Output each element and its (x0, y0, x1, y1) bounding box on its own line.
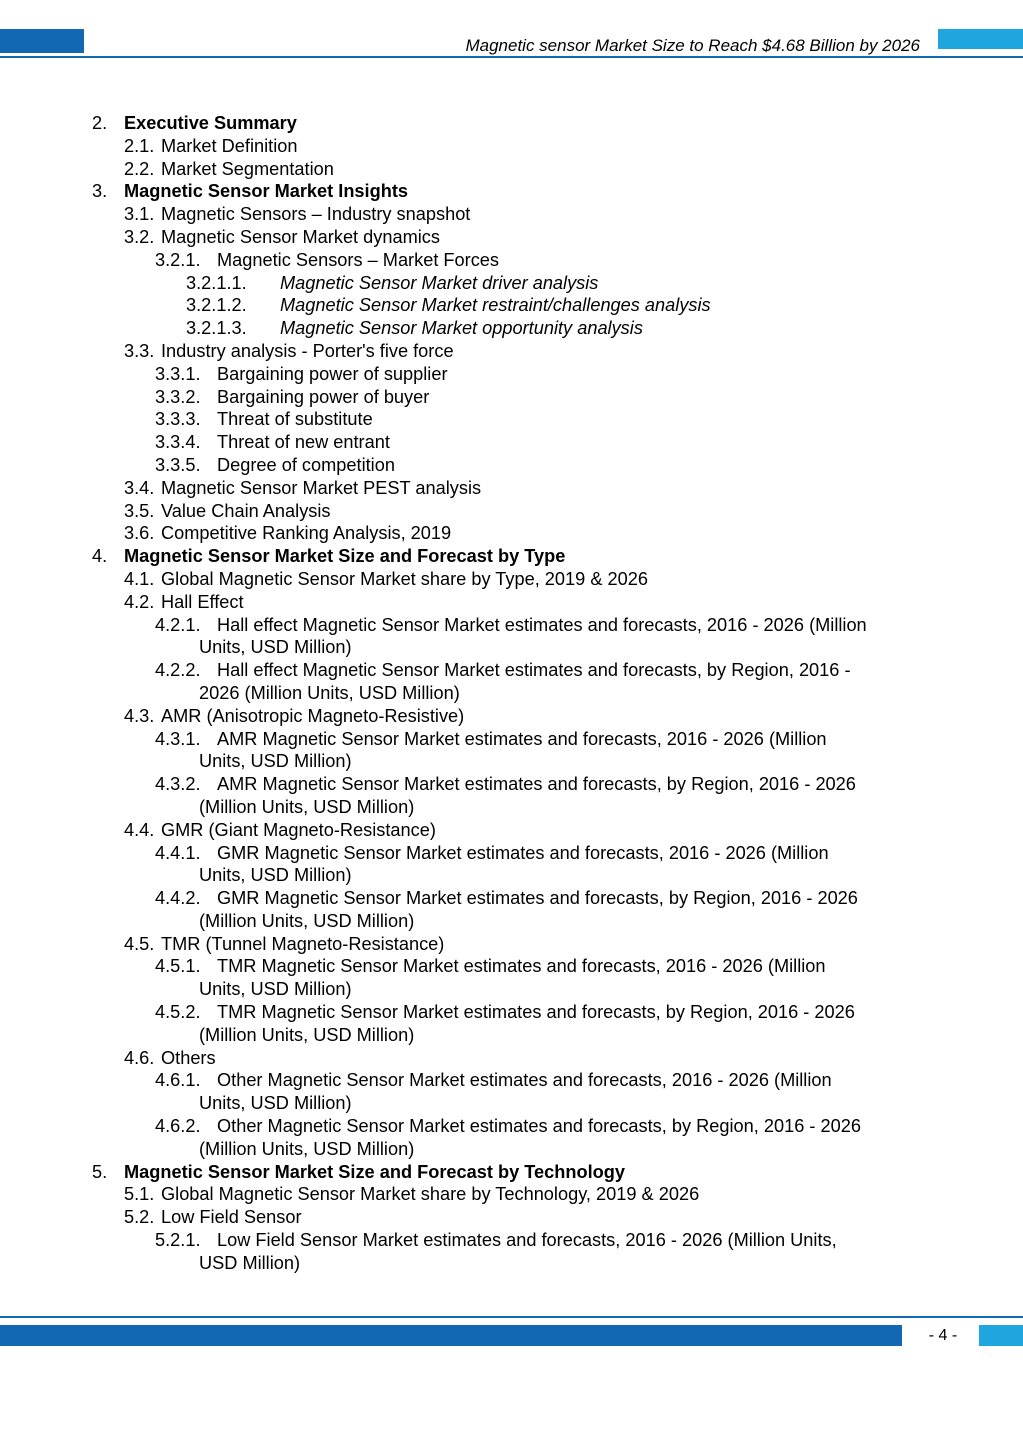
toc-entry-number: 4.5.1. (155, 956, 201, 977)
page-number: - 4 - (928, 1327, 958, 1344)
toc-entry-title-continued: (Million Units, USD Million) (199, 796, 415, 817)
toc-entry (0, 705, 1023, 728)
toc-entry-number: 3.3.2. (155, 386, 201, 407)
toc-entry (0, 522, 1023, 545)
toc-entry-title: Executive Summary (124, 113, 297, 133)
toc-entry-number: 5.1. (124, 1184, 155, 1205)
toc-entry-number: 3.3.1. (155, 363, 201, 384)
toc-entry-title: TMR Magnetic Sensor Market estimates and forecasts, by Region, 2016 - 2026 (217, 1002, 855, 1023)
toc-entry (0, 477, 1023, 500)
toc-entry-title-continued: 2026 (Million Units, USD Million) (199, 682, 460, 703)
toc-entry (0, 1183, 1023, 1206)
toc-entry-number: 5.2. (124, 1207, 155, 1228)
toc-entry-number: 4.2. (124, 591, 155, 612)
toc-entry-number: 3.3. (124, 340, 155, 361)
toc-entry-continuation (0, 1138, 1023, 1161)
toc-entry (0, 272, 1023, 295)
toc-entry-number: 4.6.2. (155, 1116, 201, 1137)
toc-entry-title: Other Magnetic Sensor Market estimates and forecasts, by Region, 2016 - 2026 (217, 1116, 861, 1137)
toc-entry-title: Low Field Sensor (161, 1207, 302, 1228)
toc-entry (0, 1001, 1023, 1024)
toc-entry-title: Global Magnetic Sensor Market share by Technology, 2019 & 2026 (161, 1184, 700, 1205)
toc-entry-number: 3.2.1.3. (186, 318, 247, 339)
toc-entry-title-continued: Units, USD Million) (199, 1093, 352, 1114)
toc-entry-title-continued: Units, USD Million) (199, 637, 352, 658)
toc-entry (0, 591, 1023, 614)
toc-entry-number: 4. (92, 546, 108, 567)
toc-entry-continuation (0, 636, 1023, 659)
toc-entry-title: GMR (Giant Magneto-Resistance) (161, 819, 436, 840)
toc-entry (0, 454, 1023, 477)
toc-entry-number: 2.2. (124, 158, 155, 179)
toc-entry (0, 294, 1023, 317)
toc-entry (0, 180, 1023, 203)
toc-entry-number: 3.4. (124, 477, 155, 498)
toc-entry (0, 545, 1023, 568)
toc-entry-title: TMR (Tunnel Magneto-Resistance) (161, 933, 445, 954)
table-of-contents (0, 112, 1023, 1275)
toc-entry (0, 1115, 1023, 1138)
toc-entry-continuation (0, 864, 1023, 887)
toc-entry (0, 112, 1023, 135)
toc-entry-number: 2.1. (124, 135, 155, 156)
toc-entry-title: AMR (Anisotropic Magneto-Resistive) (161, 705, 465, 726)
toc-entry-title: Other Magnetic Sensor Market estimates and forecasts, 2016 - 2026 (Million (217, 1070, 832, 1091)
toc-entry-number: 4.4.2. (155, 888, 201, 909)
toc-entry-title: Degree of competition (217, 454, 395, 475)
toc-entry (0, 614, 1023, 637)
toc-entry (0, 568, 1023, 591)
toc-entry-continuation (0, 1252, 1023, 1275)
toc-entry (0, 1069, 1023, 1092)
toc-entry-title: Low Field Sensor Market estimates and forecasts, 2016 - 2026 (Million Units, (217, 1230, 837, 1251)
toc-entry-title-continued: USD Million) (199, 1252, 301, 1273)
toc-entry-title: Magnetic Sensor Market PEST analysis (161, 477, 482, 498)
toc-entry-number: 3.2. (124, 226, 155, 247)
toc-entry (0, 887, 1023, 910)
toc-entry-title: Competitive Ranking Analysis, 2019 (161, 523, 452, 544)
toc-entry-number: 4.3.2. (155, 774, 201, 795)
toc-entry (0, 408, 1023, 431)
toc-entry-continuation (0, 910, 1023, 933)
toc-entry-title: Market Definition (161, 135, 298, 156)
toc-entry-title-continued: Units, USD Million) (199, 865, 352, 886)
toc-entry-number: 4.4. (124, 819, 155, 840)
toc-entry-number: 5.2.1. (155, 1230, 201, 1251)
toc-entry (0, 431, 1023, 454)
toc-entry-number: 3.6. (124, 523, 155, 544)
toc-entry-title: Global Magnetic Sensor Market share by Type, 2019 & 2026 (161, 568, 648, 589)
toc-entry-title-continued: Units, USD Million) (199, 751, 352, 772)
toc-entry-title-continued: (Million Units, USD Million) (199, 1138, 415, 1159)
toc-entry-number: 3.2.1.2. (186, 295, 247, 316)
toc-entry-number: 4.3.1. (155, 728, 201, 749)
toc-entry (0, 340, 1023, 363)
toc-entry-title: Bargaining power of buyer (217, 386, 430, 407)
footer-accent-block-right (979, 1325, 1023, 1346)
toc-entry (0, 933, 1023, 956)
toc-entry-title: Threat of substitute (217, 409, 373, 430)
toc-entry (0, 773, 1023, 796)
toc-entry-number: 3.3.4. (155, 432, 201, 453)
toc-entry-number: 3.2.1.1. (186, 272, 247, 293)
toc-entry-title: Magnetic Sensor Market Size and Forecast by Type (124, 546, 566, 567)
toc-entry-continuation (0, 1092, 1023, 1115)
toc-entry-number: 4.1. (124, 568, 155, 589)
footer-bar (0, 1325, 902, 1346)
toc-entry-number: 3. (92, 181, 108, 202)
toc-entry-title: Market Segmentation (161, 158, 334, 179)
toc-entry (0, 842, 1023, 865)
header-accent-block-left (0, 29, 84, 53)
toc-entry-title: GMR Magnetic Sensor Market estimates and forecasts, by Region, 2016 - 2026 (217, 888, 858, 909)
toc-entry-number: 4.3. (124, 705, 155, 726)
toc-entry-number: 2. (92, 113, 108, 133)
toc-entry-title: Hall effect Magnetic Sensor Market estimates and forecasts, 2016 - 2026 (Million (217, 614, 867, 635)
toc-entry-number: 4.5. (124, 933, 155, 954)
toc-entry-title: Magnetic Sensor Market Size and Forecast by Technology (124, 1161, 625, 1182)
toc-entry-continuation (0, 978, 1023, 1001)
toc-entry (0, 1047, 1023, 1070)
toc-entry-title: Magnetic Sensors – Market Forces (217, 249, 500, 270)
toc-entry-title: Magnetic Sensor Market dynamics (161, 226, 440, 247)
toc-entry (0, 363, 1023, 386)
toc-entry-continuation (0, 750, 1023, 773)
toc-entry (0, 203, 1023, 226)
toc-entry (0, 1206, 1023, 1229)
toc-entry (0, 955, 1023, 978)
toc-entry-title: Hall effect Magnetic Sensor Market estimates and forecasts, by Region, 2016 - (217, 660, 851, 681)
toc-entry-number: 4.2.2. (155, 660, 201, 681)
toc-entry-title: Magnetic Sensor Market driver analysis (280, 272, 599, 293)
toc-entry-continuation (0, 1024, 1023, 1047)
header-accent-block-right (938, 29, 1023, 49)
toc-entry-title: TMR Magnetic Sensor Market estimates and forecasts, 2016 - 2026 (Million (217, 956, 826, 977)
toc-entry-number: 4.6. (124, 1047, 155, 1068)
toc-entry (0, 728, 1023, 751)
toc-entry (0, 1161, 1023, 1184)
toc-entry-number: 3.1. (124, 204, 155, 225)
toc-entry-title: Bargaining power of supplier (217, 363, 448, 384)
toc-entry-number: 4.6.1. (155, 1070, 201, 1091)
toc-entry-title-continued: (Million Units, USD Million) (199, 910, 415, 931)
toc-entry (0, 226, 1023, 249)
toc-entry (0, 386, 1023, 409)
toc-entry-title: Magnetic Sensor Market opportunity analysis (280, 318, 643, 339)
toc-entry-number: 3.2.1. (155, 249, 201, 270)
toc-entry (0, 158, 1023, 181)
toc-entry-number: 4.5.2. (155, 1002, 201, 1023)
footer-rule (0, 1316, 1023, 1318)
toc-entry-number: 3.3.3. (155, 409, 201, 430)
toc-entry-title: Industry analysis - Porter's five force (161, 340, 454, 361)
toc-entry-title: Value Chain Analysis (161, 500, 331, 521)
toc-entry-number: 4.4.1. (155, 842, 201, 863)
toc-entry-title: AMR Magnetic Sensor Market estimates and forecasts, 2016 - 2026 (Million (217, 728, 827, 749)
toc-entry (0, 249, 1023, 272)
toc-entry-title: GMR Magnetic Sensor Market estimates and forecasts, 2016 - 2026 (Million (217, 842, 829, 863)
header-rule (0, 56, 1023, 58)
toc-entry-title: Magnetic Sensors – Industry snapshot (161, 204, 471, 225)
toc-entry (0, 135, 1023, 158)
toc-entry-continuation (0, 682, 1023, 705)
toc-entry-number: 3.3.5. (155, 454, 201, 475)
toc-entry-title: AMR Magnetic Sensor Market estimates and forecasts, by Region, 2016 - 2026 (217, 774, 856, 795)
toc-entry (0, 500, 1023, 523)
toc-entry (0, 1229, 1023, 1252)
toc-entry-title-continued: (Million Units, USD Million) (199, 1024, 415, 1045)
toc-entry (0, 819, 1023, 842)
toc-entry (0, 317, 1023, 340)
toc-entry-title: Others (161, 1047, 216, 1068)
toc-entry (0, 659, 1023, 682)
toc-entry-title-continued: Units, USD Million) (199, 979, 352, 1000)
document-header-title: Magnetic sensor Market Size to Reach $4.68 Billion by 2026 (465, 36, 920, 55)
toc-entry-continuation (0, 796, 1023, 819)
toc-entry-title: Hall Effect (161, 591, 244, 612)
toc-entry-title: Magnetic Sensor Market Insights (124, 181, 408, 202)
toc-entry-title: Threat of new entrant (217, 432, 390, 453)
toc-entry-number: 4.2.1. (155, 614, 201, 635)
toc-entry-title: Magnetic Sensor Market restraint/challenges analysis (280, 295, 711, 316)
toc-entry-number: 3.5. (124, 500, 155, 521)
toc-entry-number: 5. (92, 1161, 108, 1182)
